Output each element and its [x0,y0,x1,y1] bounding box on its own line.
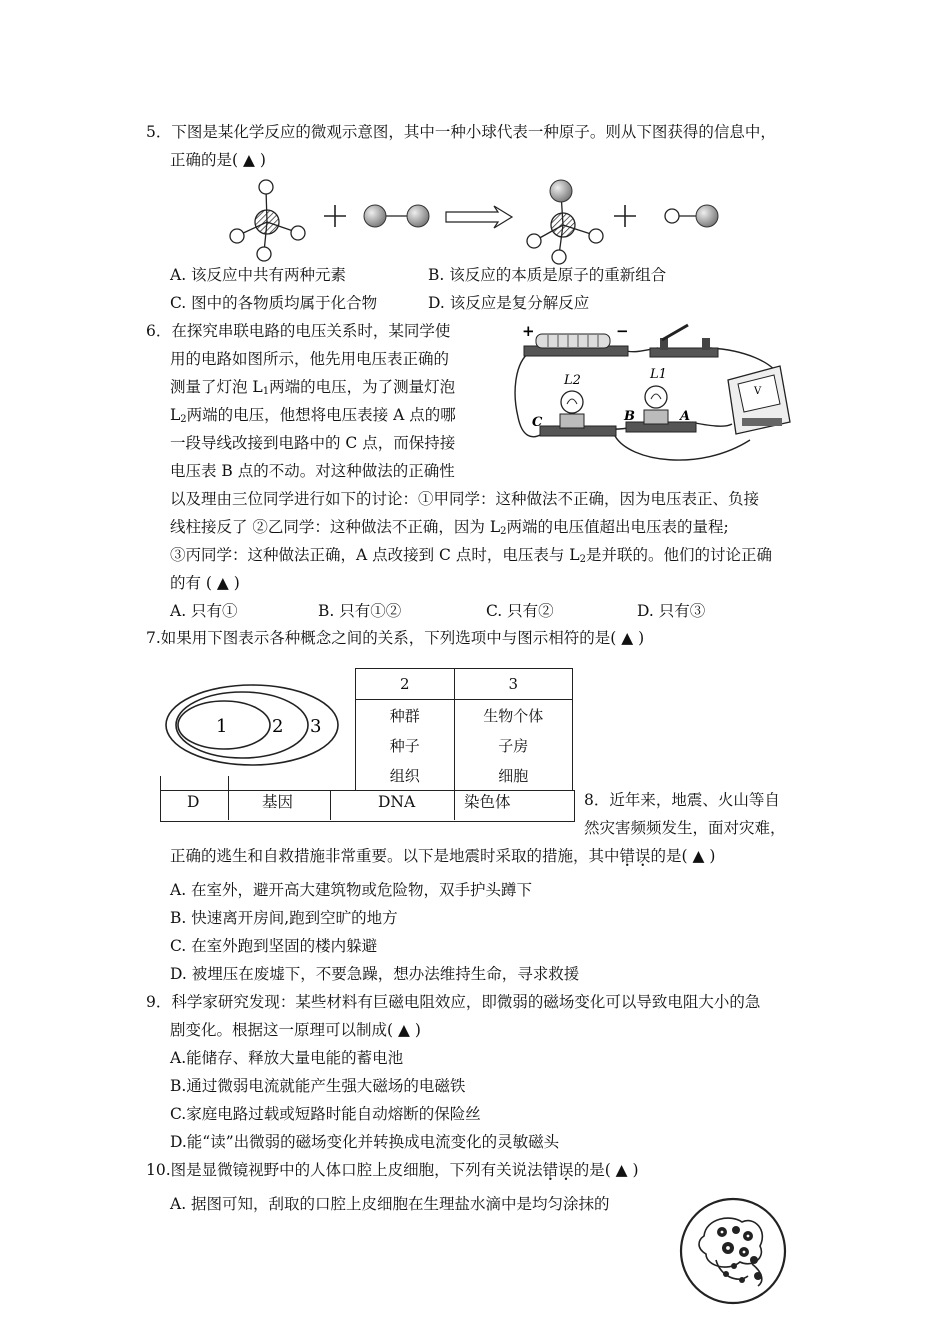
q7-row-d-cell1: 基因 [262,793,294,811]
q8-option-b: B. 快速离开房间,跑到空旷的地方 [170,909,398,927]
point-b-label: B [624,409,635,424]
q5-reaction-diagram [220,175,740,265]
q6-stem-line7: 以及理由三位同学进行如下的讨论：①甲同学：这种做法不正确，因为电压表正、负接 [170,490,760,508]
reaction-arrow [446,206,512,228]
table-cell: 细胞 [454,760,572,790]
table-row [356,669,573,700]
q5-stem-line1: 5．下图是某化学反应的微观示意图，其中一种小球代表一种原子。则从下图获得的信息中， [146,123,776,141]
q9-option-a: A.能储存、释放大量电能的蓄电池 [170,1049,404,1067]
table-header-2: 2 [356,669,455,700]
q10-microscope-view [676,1196,790,1306]
q6-stem-line10: 的有 ( ▲ ) [170,574,240,592]
table-row [356,730,573,760]
ellipse-label-3: 3 [310,716,322,737]
table-header-3: 3 [454,669,572,700]
q5-stem-line2: 正确的是( ▲ ) [170,151,266,169]
q7-row-d-label: D [187,793,200,811]
q7-stem: 7.如果用下图表示各种概念之间的关系，下列选项中与图示相符的是( ▲ ) [146,629,645,647]
q7-concept-ellipses [162,680,352,775]
q9-option-b: B.通过微弱电流就能产生强大磁场的电磁铁 [170,1077,466,1095]
q9-stem-line1: 9．科学家研究发现：某些材料有巨磁电阻效应，即微弱的磁场变化可以导致电阻大小的急 [146,993,761,1011]
q6-stem-line4: $L_2$两端的电压，他想将电压表接 A 点的哪 [170,406,456,425]
q6-circuit-figure [510,322,800,472]
product-molecule-1 [527,180,603,264]
q5-option-c: C. 图中的各物质均属于化合物 [170,294,378,312]
ellipse-label-2: 2 [272,716,284,737]
voltmeter [728,366,790,434]
q8-stem-line1: 8．近年来，地震、火山等自 [584,791,780,809]
q6-option-d: D. 只有③ [637,602,706,620]
q8-stem-line2: 然灾害频频发生，面对灾难， [584,819,786,837]
q7-row-d-cell3: 染色体 [464,793,511,811]
q5-option-d: D. 该反应是复分解反应 [428,294,590,312]
point-c-label: C [532,415,543,430]
point-a-label: A [680,409,691,424]
q8-option-d: D. 被埋压在废墟下，不要急躁，想办法维持生命，寻求救援 [170,965,580,983]
q6-stem-line2: 用的电路如图所示，他先用电压表正确的 [170,350,450,368]
q7-row-d-divider [330,790,331,820]
table-row [356,700,573,731]
q8-stem-line3: 正确的逃生和自救措施非常重要。以下是地震时采取的措施，其中错误的是( ▲ ) [170,847,716,865]
q7-row-d-tick [228,776,229,820]
voltmeter-v-label: V [754,386,762,397]
reactant-molecule-2 [364,205,429,227]
table-cell: 组织 [356,760,455,790]
q6-stem-line3: 测量了灯泡 $L_1$两端的电压，为了测量灯泡 [170,378,456,397]
q6-stem-line1: 6．在探究串联电路的电压关系时，某同学使 [146,322,451,340]
q8-option-a: A. 在室外，避开高大建筑物或危险物，双手护头蹲下 [170,881,533,899]
q6-stem-line8: 线柱接反了 ②乙同学：这种做法不正确，因为 $L_2$两端的电压值超出电压表的量程; [170,518,729,537]
lamp-l2-label: L2 [564,373,581,388]
q6-stem-line9: ③丙同学：这种做法正确，A 点改接到 C 点时，电压表与 $L_2$是并联的。他们的讨论正确 [170,546,772,565]
table-cell: 种子 [356,730,455,760]
q10-stem: 10.图是显微镜视野中的人体口腔上皮细胞，下列有关说法错误的是( ▲ ) [146,1161,639,1179]
table-cell: 子房 [454,730,572,760]
product-molecule-2 [665,205,718,227]
q7-row-d-frame [160,790,575,822]
q8-option-c: C. 在室外跑到坚固的楼内躲避 [170,937,378,955]
q6-option-c: C. 只有② [486,602,554,620]
q7-row-d-divider [454,790,455,820]
table-cell: 种群 [356,700,455,731]
battery-holder [522,322,629,356]
plus-sign-1 [324,205,346,227]
table-cell: 生物个体 [454,700,572,731]
battery-plus-label: + [522,322,535,340]
q5-option-b: B. 该反应的本质是原子的重新组合 [428,266,667,284]
q6-option-a: A. 只有① [170,602,238,620]
table-row [356,760,573,790]
q6-option-b: B. 只有①② [318,602,402,620]
q9-option-c: C.家庭电路过载或短路时能自动熔断的保险丝 [170,1105,481,1123]
q9-stem-line2: 剧变化。根据这一原理可以制成( ▲ ) [170,1021,421,1039]
q6-stem-line5: 一段导线改接到电路中的 C 点，而保持接 [170,434,456,452]
q7-row-d-tick [160,776,161,790]
q10-option-a: A. 据图可知，刮取的口腔上皮细胞在生理盐水滴中是均匀涂抹的 [170,1195,610,1213]
lamp-l1-label: L1 [650,367,667,382]
battery-minus-label: − [616,322,629,340]
q9-option-d: D.能“读”出微弱的磁场变化并转换成电流变化的灵敏磁头 [170,1133,560,1151]
lamp-l2 [532,373,616,436]
plus-sign-2 [614,205,636,227]
q5-option-a: A. 该反应中共有两种元素 [170,266,347,284]
ellipse-label-1: 1 [216,716,228,737]
q7-row-d-cell2: DNA [378,793,416,811]
lamp-l1 [623,367,696,432]
switch [650,325,718,357]
q7-options-table [355,668,573,790]
reactant-molecule-1 [230,180,305,261]
q6-stem-line6: 电压表 B 点的不动。对这种做法的正确性 [170,462,455,480]
